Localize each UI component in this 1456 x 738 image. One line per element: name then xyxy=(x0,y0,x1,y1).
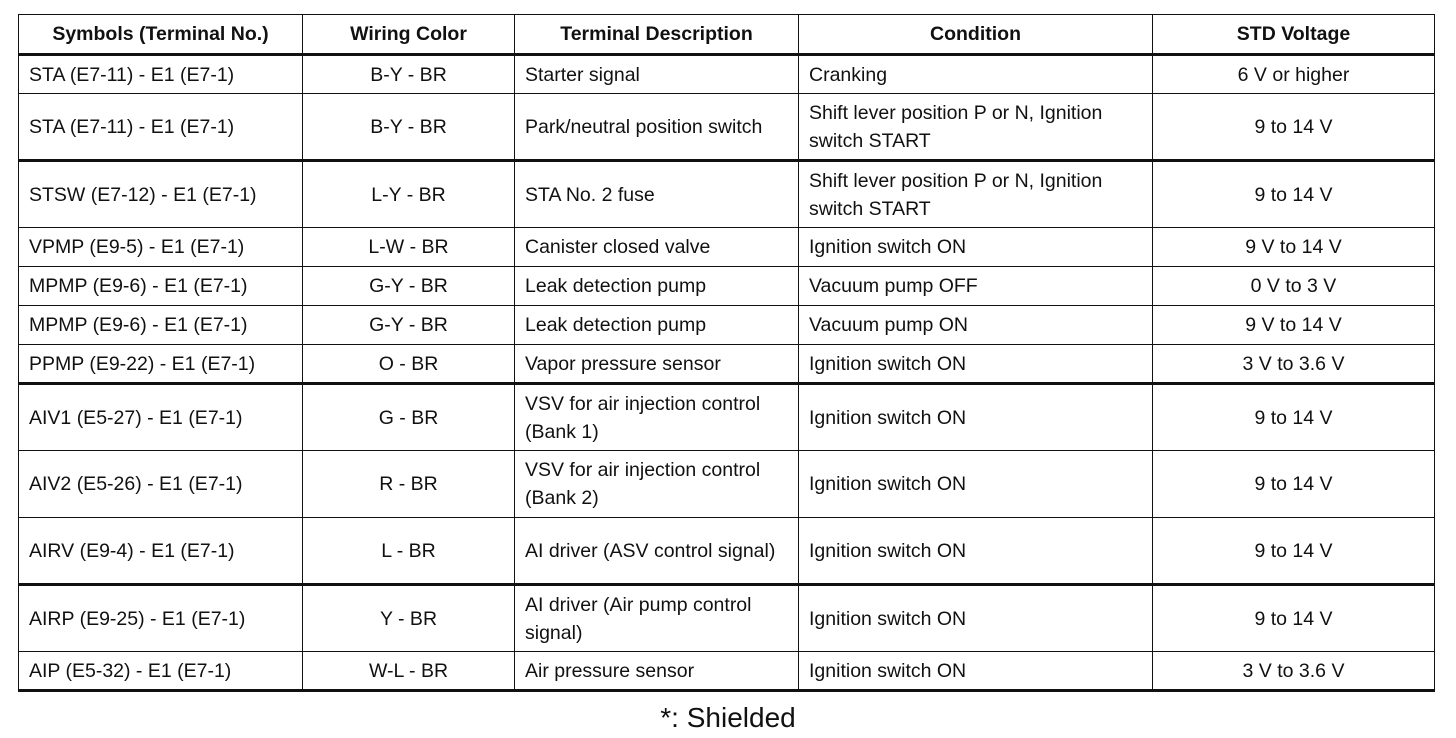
cell-symbol: AIRP (E9-25) - E1 (E7-1) xyxy=(19,585,303,652)
cell-description: Vapor pressure sensor xyxy=(515,345,799,384)
cell-voltage: 9 to 14 V xyxy=(1153,518,1435,585)
table-row xyxy=(19,228,1435,267)
shielded-footnote: *: Shielded xyxy=(660,702,796,733)
cell-voltage: 9 to 14 V xyxy=(1153,94,1435,161)
cell-condition: Ignition switch ON xyxy=(799,518,1153,585)
cell-voltage: 9 V to 14 V xyxy=(1153,306,1435,345)
cell-voltage: 9 V to 14 V xyxy=(1153,228,1435,267)
cell-symbol: STSW (E7-12) - E1 (E7-1) xyxy=(19,161,303,228)
cell-symbol: STA (E7-11) - E1 (E7-1) xyxy=(19,55,303,94)
cell-wiring-color: Y - BR xyxy=(303,585,515,652)
cell-voltage: 3 V to 3.6 V xyxy=(1153,345,1435,384)
table-row xyxy=(19,345,1435,384)
terminal-voltage-table xyxy=(18,14,1435,692)
header-wiring-color: Wiring Color xyxy=(303,15,515,55)
cell-voltage: 3 V to 3.6 V xyxy=(1153,652,1435,691)
cell-description: Starter signal xyxy=(515,55,799,94)
table-row xyxy=(19,306,1435,345)
table-row xyxy=(19,585,1435,652)
header-std-voltage: STD Voltage xyxy=(1153,15,1435,55)
cell-wiring-color: O - BR xyxy=(303,345,515,384)
table-row xyxy=(19,451,1435,518)
cell-symbol: STA (E7-11) - E1 (E7-1) xyxy=(19,94,303,161)
cell-description: VSV for air injection control (Bank 2) xyxy=(515,451,799,518)
header-terminal-description: Terminal Description xyxy=(515,15,799,55)
table-row xyxy=(19,161,1435,228)
table-header-row xyxy=(19,15,1435,55)
cell-condition: Vacuum pump OFF xyxy=(799,267,1153,306)
cell-condition: Cranking xyxy=(799,55,1153,94)
cell-symbol: AIRV (E9-4) - E1 (E7-1) xyxy=(19,518,303,585)
cell-description: STA No. 2 fuse xyxy=(515,161,799,228)
cell-voltage: 6 V or higher xyxy=(1153,55,1435,94)
cell-voltage: 9 to 14 V xyxy=(1153,161,1435,228)
cell-symbol: AIP (E5-32) - E1 (E7-1) xyxy=(19,652,303,691)
cell-voltage: 9 to 14 V xyxy=(1153,451,1435,518)
cell-condition: Ignition switch ON xyxy=(799,345,1153,384)
cell-wiring-color: W-L - BR xyxy=(303,652,515,691)
cell-description: Park/neutral position switch xyxy=(515,94,799,161)
table-row xyxy=(19,652,1435,691)
cell-symbol: MPMP (E9-6) - E1 (E7-1) xyxy=(19,267,303,306)
cell-symbol: AIV2 (E5-26) - E1 (E7-1) xyxy=(19,451,303,518)
cell-description: AI driver (ASV control signal) xyxy=(515,518,799,585)
table-row xyxy=(19,267,1435,306)
cell-condition: Ignition switch ON xyxy=(799,585,1153,652)
cell-voltage: 0 V to 3 V xyxy=(1153,267,1435,306)
cell-wiring-color: G - BR xyxy=(303,384,515,451)
cell-description: VSV for air injection control (Bank 1) xyxy=(515,384,799,451)
cell-condition: Shift lever position P or N, Ignition switch START xyxy=(799,94,1153,161)
cell-condition: Shift lever position P or N, Ignition switch START xyxy=(799,161,1153,228)
header-condition: Condition xyxy=(799,15,1153,55)
cell-description: AI driver (Air pump control signal) xyxy=(515,585,799,652)
cell-symbol: VPMP (E9-5) - E1 (E7-1) xyxy=(19,228,303,267)
cell-wiring-color: R - BR xyxy=(303,451,515,518)
header-symbols: Symbols (Terminal No.) xyxy=(19,15,303,55)
cell-symbol: AIV1 (E5-27) - E1 (E7-1) xyxy=(19,384,303,451)
cell-description: Leak detection pump xyxy=(515,267,799,306)
table-row xyxy=(19,384,1435,451)
cell-condition: Ignition switch ON xyxy=(799,228,1153,267)
cell-wiring-color: B-Y - BR xyxy=(303,55,515,94)
table-row xyxy=(19,55,1435,94)
cell-condition: Vacuum pump ON xyxy=(799,306,1153,345)
cell-symbol: PPMP (E9-22) - E1 (E7-1) xyxy=(19,345,303,384)
cell-condition: Ignition switch ON xyxy=(799,652,1153,691)
table-row xyxy=(19,518,1435,585)
cell-voltage: 9 to 14 V xyxy=(1153,585,1435,652)
cell-description: Air pressure sensor xyxy=(515,652,799,691)
cell-condition: Ignition switch ON xyxy=(799,451,1153,518)
cell-wiring-color: L - BR xyxy=(303,518,515,585)
cell-wiring-color: G-Y - BR xyxy=(303,267,515,306)
cell-symbol: MPMP (E9-6) - E1 (E7-1) xyxy=(19,306,303,345)
cell-description: Canister closed valve xyxy=(515,228,799,267)
cell-wiring-color: L-Y - BR xyxy=(303,161,515,228)
cell-condition: Ignition switch ON xyxy=(799,384,1153,451)
cell-description: Leak detection pump xyxy=(515,306,799,345)
cell-wiring-color: B-Y - BR xyxy=(303,94,515,161)
cell-voltage: 9 to 14 V xyxy=(1153,384,1435,451)
table-row xyxy=(19,94,1435,161)
cell-wiring-color: G-Y - BR xyxy=(303,306,515,345)
cell-wiring-color: L-W - BR xyxy=(303,228,515,267)
